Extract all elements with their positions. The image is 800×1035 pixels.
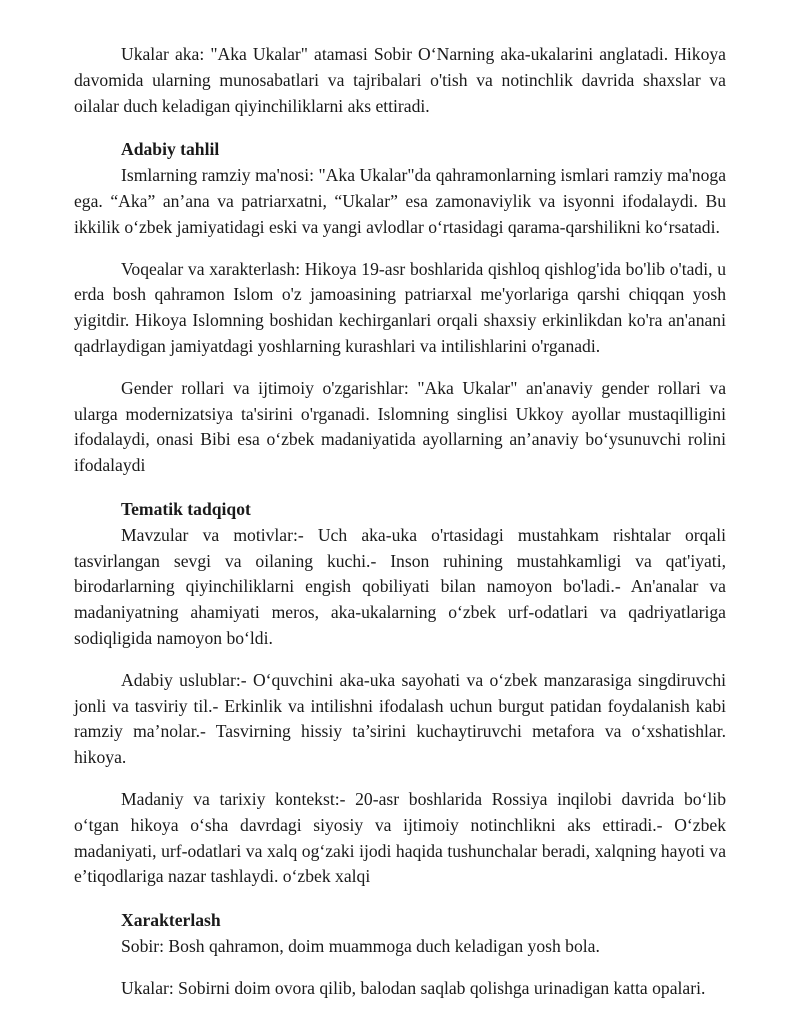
paragraph: Adabiy uslublar:- O‘quvchini aka-uka sayohati va o‘zbek manzarasiga singdiruvchi jonli va tasviriy til.- Erkinlik va intilishni ifodalash uchun burgut patidan foydalanish kabi ramziy ma’nolar.- Tasvirning hissiy ta’sirini kuchaytiruvchi metafora va o‘xshatishlar. hikoya. [74, 669, 726, 768]
section-heading: Adabiy tahlil [121, 139, 220, 160]
section-xarakterlash [74, 908, 726, 1001]
section-tematik-tadqiqot [74, 497, 726, 890]
paragraph: Voqealar va xarakterlash: Hikoya 19-asr boshlarida qishloq qishlog'ida bo'lib o'tadi, u erda bosh qahramon Islom o'z jamoasining patriarxal me'yorlariga qarshi chiqqan yosh yigitdir. Hikoya Islomning boshidan kechirganlari orqali shaxsiy erkinlikdan ko'ra an'anani qadrlaydigan jamiyatdagi yoshlarning kurashlari va intilishlarini o'rganadi. [74, 258, 726, 356]
section-heading: Tematik tadqiqot [121, 498, 251, 519]
intro-paragraph: Ukalar aka: "Aka Ukalar" atamasi Sobir O‘Narning aka-ukalarini anglatadi. Hikoya davomida ularning munosabatlari va tajribalari o'tish va notinchlik davrida shaxslar va oilalar duch keladigan qiyinchiliklarni aks ettiradi. [74, 44, 726, 116]
paragraph: Ismlarning ramziy ma'nosi: "Aka Ukalar"da qahramonlarning ismlari ramziy ma'noga ega. “Aka” an’ana va patriarxatni, “Ukalar” esa zamonaviylik va isyonni ifodalaydi. Bu ikkilik o‘zbek jamiyatidagi eski va yangi avlodlar o‘rtasidagi qarama-qarshilikni ko‘rsatadi. [74, 165, 726, 237]
section-heading: Xarakterlash [121, 910, 221, 931]
paragraph: Sobir: Bosh qahramon, doim muammoga duch keladigan yosh bola. [121, 935, 600, 956]
paragraph: Madaniy va tarixiy kontekst:- 20-asr boshlarida Rossiya inqilobi davrida bo‘lib o‘tgan hikoya o‘sha davrdagi siyosiy va ijtimoiy notinchlikni aks ettiradi.- O‘zbek madaniyati, urf-odatlari va xalq og‘zaki ijodi haqida tushunchalar beradi, xalqning hayoti va e’tiqodlariga nazar tashlaydi. o‘zbek xalqi [74, 788, 726, 887]
paragraph: Gender rollari va ijtimoiy o'zgarishlar: "Aka Ukalar" an'anaviy gender rollari va ularga modernizatsiya ta'sirini o'rganadi. Islomning singlisi Ukkoy ayollar mustaqilligini ifodalaydi, onasi Bibi esa o‘zbek madaniyatida ayollarning an’anaviy bo‘ysunuvchi rolini ifodalaydi [74, 377, 726, 476]
section-adabiy-tahlil [74, 137, 726, 479]
paragraph: Mavzular va motivlar:- Uch aka-uka o'rtasidagi mustahkam rishtalar orqali tasvirlangan sevgi va oilaning kuchi.- Inson ruhining mustahkamligi va qat'iyati, birodarlarning qiyinchiliklarni engish qobiliyati bilan namoyon bo'ladi.- An'analar va madaniyatning ahamiyati meros, aka-ukalarning o‘zbek urf-odatlari va qadriyatlariga sodiqligida namoyon bo‘ldi. [74, 524, 726, 648]
paragraph: Ukalar: Sobirni doim ovora qilib, balodan saqlab qolishga urinadigan katta opalari. [121, 977, 706, 998]
